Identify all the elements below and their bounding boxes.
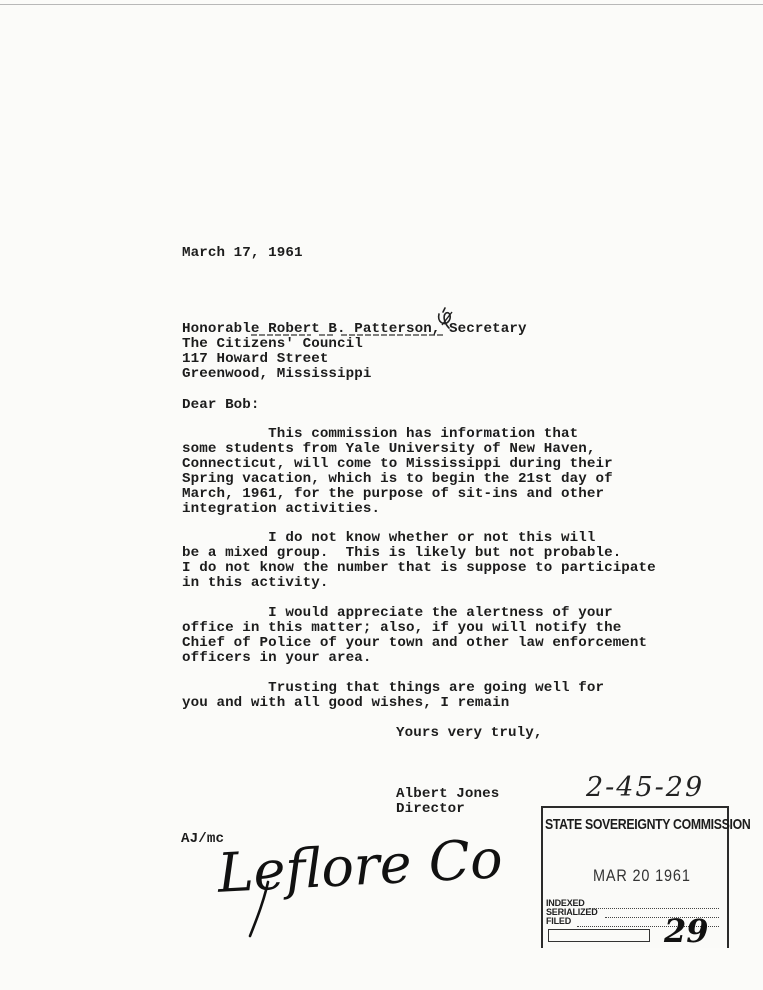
recipient-line: Honorable Robert B. Patterson, Secretary	[182, 321, 527, 337]
handwritten-stamp-number: 29	[664, 912, 709, 950]
handwritten-file-number: 2-45-29	[586, 772, 705, 803]
body-line: I do not know whether or not this will	[182, 530, 596, 546]
body-line: be a mixed group. This is likely but not probable.	[182, 545, 622, 561]
body-line: March, 1961, for the purpose of sit-ins and other	[182, 486, 605, 502]
body-line: I would appreciate the alertness of your	[182, 605, 613, 621]
signer-name: Albert Jones	[396, 786, 500, 802]
stamp-filed-label: FILED	[546, 916, 571, 926]
body-line: Connecticut, will come to Mississippi during their	[182, 456, 613, 472]
typist-initials: AJ/mc	[181, 831, 225, 847]
body-line: This commission has information that	[182, 426, 579, 442]
body-line: Chief of Police of your town and other law enforcement	[182, 635, 648, 651]
underline-mark	[249, 333, 445, 337]
stamp-date: MAR 20 1961	[593, 866, 691, 885]
body-line: officers in your area.	[182, 650, 372, 666]
page-top-edge	[0, 4, 763, 5]
body-line: integration activities.	[182, 501, 381, 517]
body-line: some students from Yale University of New Haven,	[182, 441, 596, 457]
stamp-title: STATE SOVEREIGNTY COMMISSION	[545, 816, 751, 833]
stamp-dotted-line	[589, 908, 719, 909]
body-line: office in this matter; also, if you will notify the	[182, 620, 622, 636]
body-line: I do not know the number that is suppose to participate	[182, 560, 656, 576]
salutation: Dear Bob:	[182, 397, 260, 413]
recipient-line: The Citizens' Council	[182, 336, 363, 352]
stamp-indexed-label: INDEXED	[546, 898, 585, 908]
signer-title: Director	[396, 801, 465, 817]
body-line: in this activity.	[182, 575, 329, 591]
stamp-serialized-label: SERIALIZED	[546, 907, 598, 917]
recipient-line: Greenwood, Mississippi	[182, 366, 372, 382]
signature-flourish	[244, 880, 274, 940]
body-line: Spring vacation, which is to begin the 21st day of	[182, 471, 613, 487]
body-line: you and with all good wishes, I remain	[182, 695, 510, 711]
body-line: Trusting that things are going well for	[182, 680, 605, 696]
handwritten-county: Leflore Co	[216, 827, 505, 905]
recipient-line: 117 Howard Street	[182, 351, 329, 367]
stamp-box	[548, 929, 650, 942]
letter-date: March 17, 1961	[182, 245, 303, 261]
closing: Yours very truly,	[396, 725, 543, 741]
